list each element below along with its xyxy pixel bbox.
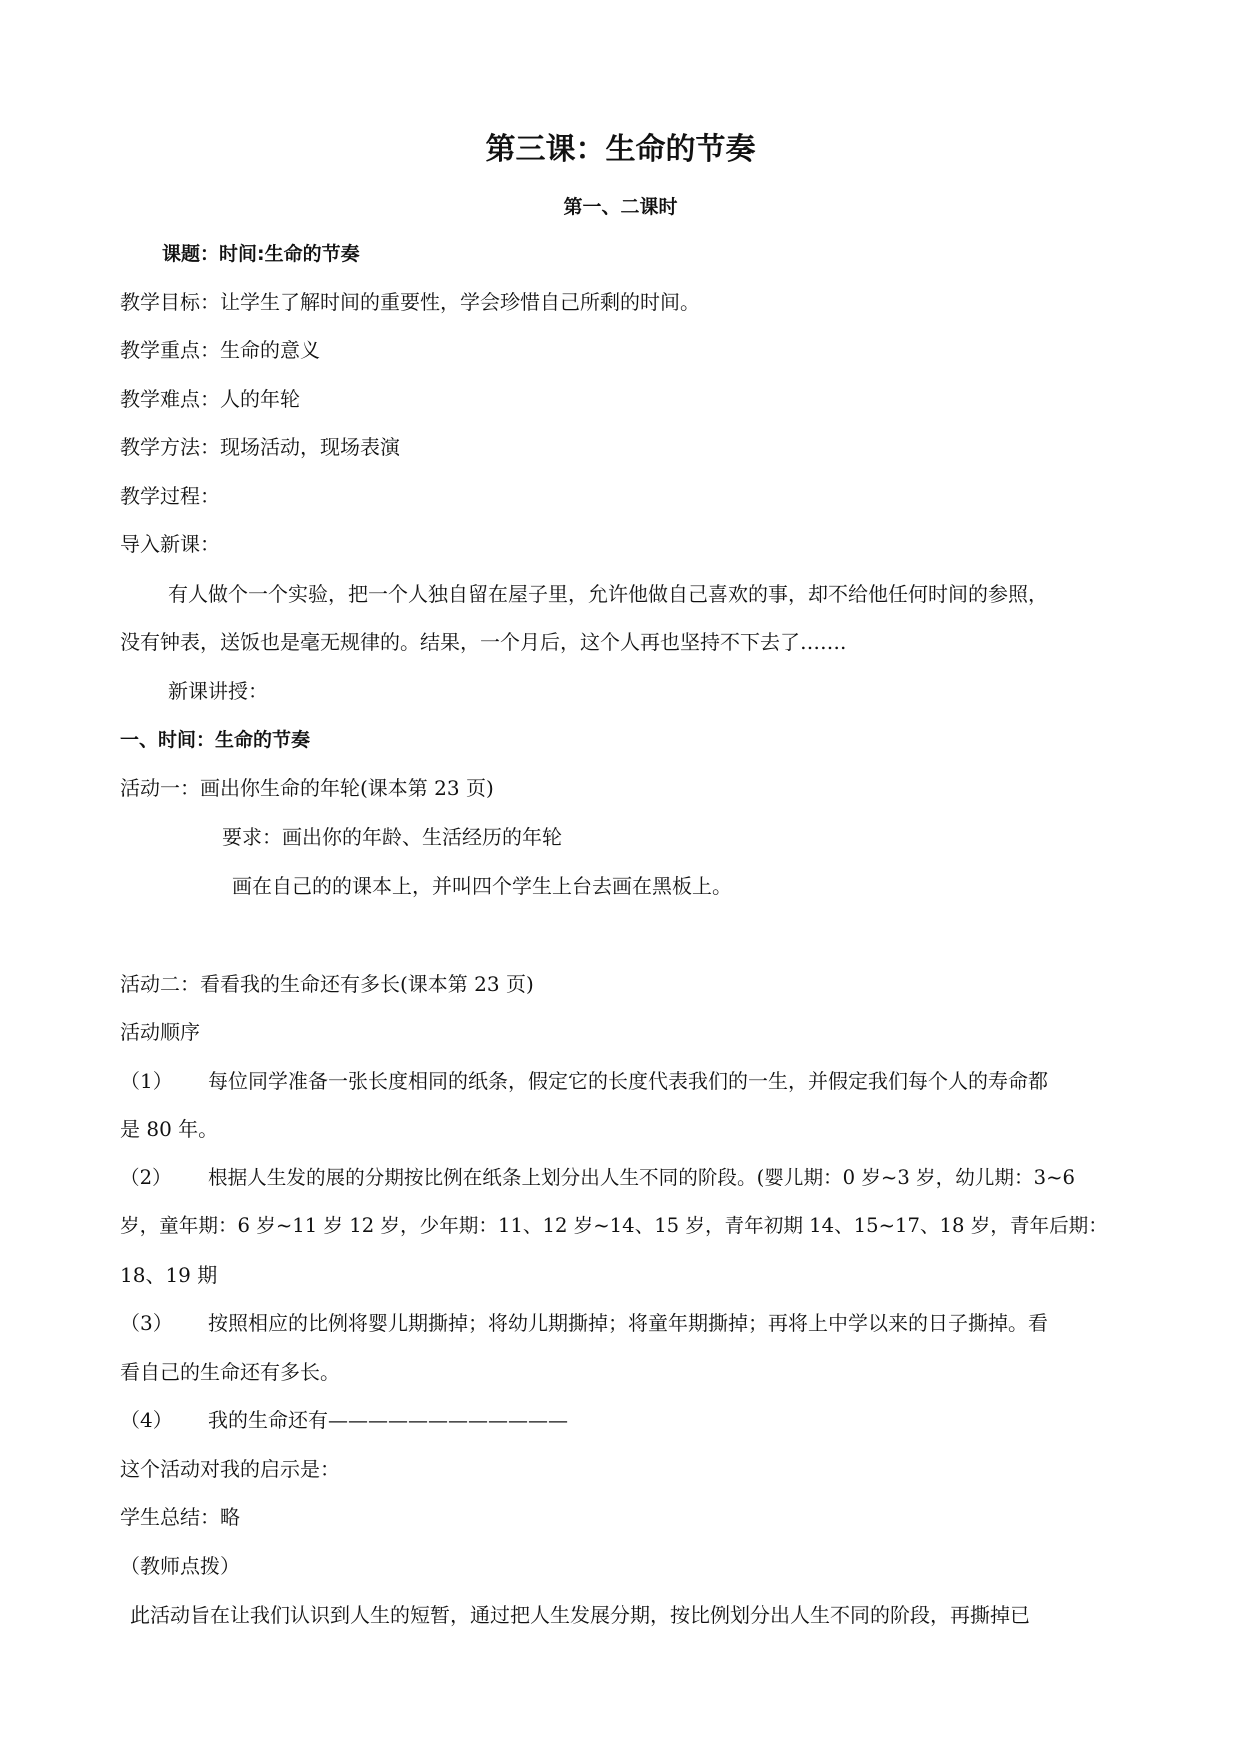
- goal-line: 教学目标：让学生了解时间的重要性，学会珍惜自己所剩的时间。: [120, 290, 700, 314]
- topic-line: 课题：时间:生命的节奏: [162, 243, 360, 265]
- step-2-text-a: 根据人生发的展的分期按比例在纸条上划分出人生不同的阶段。(婴儿期：0 岁~3 岁，幼儿期：3~6: [208, 1166, 1075, 1189]
- activity-1-line: 活动一：画出你生命的年轮(课本第 23 页): [120, 776, 494, 800]
- activity-1-note: 画在自己的的课本上，并叫四个学生上台去画在黑板上。: [232, 874, 732, 898]
- step-2-line-c: 18、19 期: [120, 1263, 218, 1287]
- step-3-line-b: 看自己的生命还有多长。: [120, 1360, 340, 1384]
- step-4-line: [120, 1406, 568, 1434]
- inspiration-line: 这个活动对我的启示是：: [120, 1457, 340, 1481]
- step-1-line-a: [120, 1067, 1048, 1095]
- lesson-subtitle: 第一、二课时: [563, 196, 678, 218]
- method-line: 教学方法：现场活动，现场表演: [120, 435, 400, 459]
- teacher-hint-line: （教师点拨）: [120, 1554, 240, 1578]
- activity-1-requirement: 要求：画出你的年龄、生活经历的年轮: [222, 825, 562, 849]
- step-2-line-a: [120, 1164, 1075, 1192]
- key-point-line: 教学重点：生命的意义: [120, 338, 320, 362]
- step-2-line-b: 岁，童年期：6 岁~11 岁 12 岁，少年期：11、12 岁~14、15 岁，青年初期 14、15~17、18 岁，青年后期：: [120, 1214, 1108, 1237]
- difficulty-line: 教学难点：人的年轮: [120, 387, 300, 411]
- step-1-text-a: 每位同学准备一张长度相同的纸条，假定它的长度代表我们的一生，并假定我们每个人的寿命都: [208, 1069, 1048, 1093]
- hint-paragraph-line: 此活动旨在让我们认识到人生的短暂，通过把人生发展分期，按比例划分出人生不同的阶段，再撕掉已: [130, 1603, 1030, 1627]
- step-1-number: （1）: [120, 1069, 173, 1093]
- activity-order-line: 活动顺序: [120, 1020, 200, 1044]
- lesson-title: 第三课：生命的节奏: [485, 132, 756, 167]
- activity-2-line: 活动二：看看我的生命还有多长(课本第 23 页): [120, 972, 534, 996]
- step-2-number: （2）: [120, 1166, 172, 1189]
- new-lesson-line: 新课讲授：: [168, 679, 268, 703]
- step-3-line-a: [120, 1309, 1048, 1337]
- step-4-text: 我的生命还有————————————: [208, 1408, 568, 1432]
- step-3-number: （3）: [120, 1311, 173, 1335]
- step-4-number: （4）: [120, 1408, 173, 1432]
- summary-line: 学生总结：略: [120, 1505, 240, 1529]
- step-1-line-b: 是 80 年。: [120, 1117, 219, 1141]
- intro-paragraph-line-2: 没有钟表，送饭也是毫无规律的。结果，一个月后，这个人再也坚持不下去了…….: [120, 630, 847, 654]
- intro-line: 导入新课：: [120, 532, 220, 556]
- intro-paragraph-line-1: 有人做个一个实验，把一个人独自留在屋子里，允许他做自己喜欢的事，却不给他任何时间的参照，: [168, 582, 1048, 606]
- process-line: 教学过程：: [120, 484, 220, 508]
- section-heading-1: 一、时间：生命的节奏: [120, 729, 311, 751]
- step-3-text-a: 按照相应的比例将婴儿期撕掉；将幼儿期撕掉；将童年期撕掉；再将上中学以来的日子撕掉。看: [208, 1311, 1048, 1335]
